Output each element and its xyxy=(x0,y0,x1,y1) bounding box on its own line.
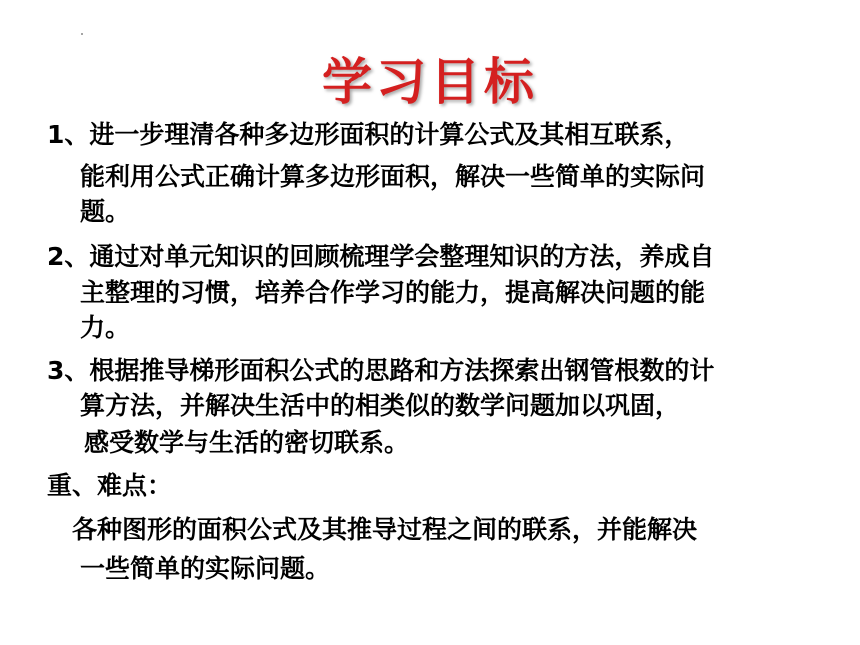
goal-1-line-3: 题。 xyxy=(80,197,131,226)
page-title: 学习目标 xyxy=(322,53,538,111)
goal-1-text-1: 、进一步理清各种多边形面积的计算公式及其相互联系， xyxy=(64,120,690,149)
goal-2-line-1 xyxy=(47,242,714,272)
goal-3-line-2: 算方法，并解决生活中的相类似的数学问题加以巩固， xyxy=(80,391,681,420)
goal-2-number: 2 xyxy=(47,242,65,271)
goal-3-text-1: 、根据推导梯形面积公式的思路和方法探索出钢管根数的计 xyxy=(64,356,715,385)
goal-2-text-1: 、通过对单元知识的回顾梳理学会整理知识的方法，养成自 xyxy=(64,242,715,271)
goal-3-line-3: 感受数学与生活的密切联系。 xyxy=(84,428,410,457)
key-points-line-2: 一些简单的实际问题。 xyxy=(80,554,331,583)
goal-3-number: 3 xyxy=(47,356,65,385)
goal-1-line-2: 能利用公式正确计算多边形面积，解决一些简单的实际问 xyxy=(80,162,706,191)
goal-2-line-2: 主整理的习惯，培养合作学习的能力，提高解决问题的能 xyxy=(80,278,706,307)
goal-1-line-1 xyxy=(47,120,689,150)
key-points-line-1: 各种图形的面积公式及其推导过程之间的联系，并能解决 xyxy=(72,515,698,544)
goal-3-line-1 xyxy=(47,356,714,386)
goal-1-number: 1 xyxy=(47,120,65,149)
goal-2-line-3: 力。 xyxy=(80,313,131,342)
decorative-dot xyxy=(81,33,83,35)
key-points-heading: 重、难点： xyxy=(47,471,173,500)
